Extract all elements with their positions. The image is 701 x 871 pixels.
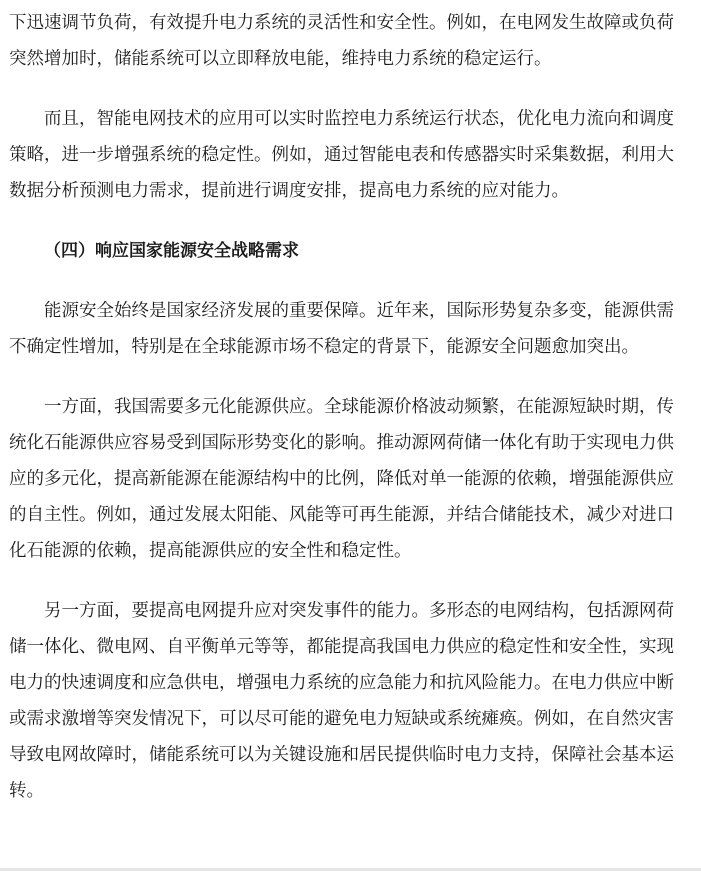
paragraph-line: 应的多元化，提高新能源在能源结构中的比例，降低对单一能源的依赖，增强能源供应 xyxy=(9,469,674,489)
paragraph-line: 下迅速调节负荷，有效提升电力系统的灵活性和安全性。例如，在电网发生故障或负荷 xyxy=(9,13,674,33)
paragraph-line: 数据分析预测电力需求，提前进行调度安排，提高电力系统的应对能力。 xyxy=(9,181,569,201)
paragraph-line: 一方面，我国需要多元化能源供应。全球能源价格波动频繁，在能源短缺时期，传 xyxy=(44,397,674,417)
paragraph-line: 策略，进一步增强系统的稳定性。例如，通过智能电表和传感器实时采集数据，利用大 xyxy=(9,145,674,165)
paragraph-line: 化石能源的依赖，提高能源供应的安全性和稳定性。 xyxy=(9,541,412,561)
paragraph-line: 统化石能源供应容易受到国际形势变化的影响。推动源网荷储一体化有助于实现电力供 xyxy=(9,433,674,453)
paragraph-line: 的自主性。例如，通过发展太阳能、风能等可再生能源，并结合储能技术，减少对进口 xyxy=(9,505,674,525)
paragraph-line: 储一体化、微电网、自平衡单元等等，都能提高我国电力供应的稳定性和安全性，实现 xyxy=(9,637,674,657)
section-heading: （四）响应国家能源安全战略需求 xyxy=(44,241,299,261)
paragraph-1 xyxy=(9,5,701,77)
paragraph-line: 能源安全始终是国家经济发展的重要保障。近年来，国际形势复杂多变，能源供需 xyxy=(44,301,674,321)
paragraph-line: 而且，智能电网技术的应用可以实时监控电力系统运行状态，优化电力流向和调度 xyxy=(44,109,674,129)
paragraph-2 xyxy=(9,101,701,209)
paragraph-line: 突然增加时，储能系统可以立即释放电能，维持电力系统的稳定运行。 xyxy=(9,49,552,69)
paragraph-line: 转。 xyxy=(9,781,44,801)
paragraph-line: 另一方面，要提高电网提升应对突发事件的能力。多形态的电网结构，包括源网荷 xyxy=(44,601,674,621)
paragraph-line: 或需求激增等突发情况下，可以尽可能的避免电力短缺或系统瘫痪。例如，在自然灾害 xyxy=(9,709,674,729)
paragraph-4 xyxy=(9,389,701,569)
paragraph-line: 电力的快速调度和应急供电，增强电力系统的应急能力和抗风险能力。在电力供应中断 xyxy=(9,673,674,693)
paragraph-5 xyxy=(9,593,701,809)
paragraph-line: 导致电网故障时，储能系统可以为关键设施和居民提供临时电力支持，保障社会基本运 xyxy=(9,745,674,765)
paragraph-3 xyxy=(9,293,701,365)
paragraph-line: 不确定性增加，特别是在全球能源市场不稳定的背景下，能源安全问题愈加突出。 xyxy=(9,337,639,357)
